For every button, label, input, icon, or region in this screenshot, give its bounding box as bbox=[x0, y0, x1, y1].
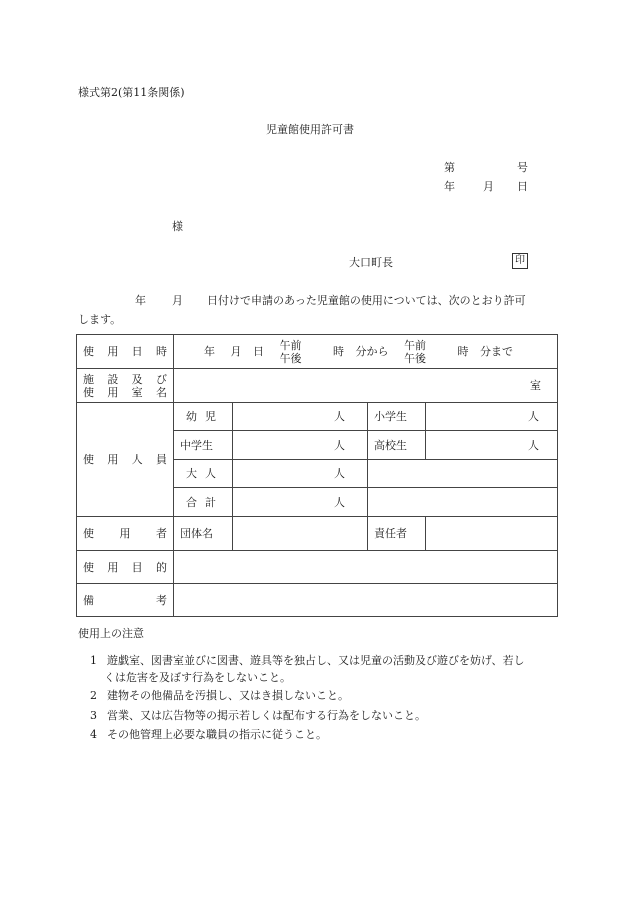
manager-field[interactable] bbox=[426, 517, 558, 551]
total-label: 合計 bbox=[174, 488, 233, 517]
infant-label: 幼児 bbox=[174, 403, 233, 431]
issue-date-year-label: 年 bbox=[444, 180, 455, 193]
end-minute-until: 分まで bbox=[480, 344, 513, 358]
facility-row bbox=[77, 369, 558, 403]
document-number-prefix: 第 bbox=[444, 161, 455, 174]
purpose-field[interactable] bbox=[174, 551, 558, 584]
document-number-suffix: 号 bbox=[517, 161, 528, 174]
usage-notes-heading: 使用上の注意 bbox=[78, 627, 144, 640]
intro-year-label: 年 bbox=[135, 294, 146, 307]
count-unit: 人 bbox=[334, 410, 345, 423]
users-row-infant bbox=[77, 403, 558, 431]
group-name-label: 団体名 bbox=[174, 517, 233, 551]
note-text: 建物その他備品を汚損し、又はき損しないこと。 bbox=[107, 689, 349, 702]
remarks-row bbox=[77, 584, 558, 617]
note-number: 3 bbox=[90, 709, 97, 722]
intro-text: 日付けで申請のあった児童館の使用については、次のとおり許可 bbox=[207, 294, 526, 307]
facility-label: 施設及び 使用室名 bbox=[77, 369, 174, 403]
note-text: 営業、又は広告物等の掲示若しくは配布する行為をしないこと。 bbox=[107, 709, 426, 722]
note-item-4 bbox=[90, 728, 327, 741]
note-number: 2 bbox=[90, 689, 97, 702]
adult-label: 大人 bbox=[174, 460, 233, 488]
total-empty-cell bbox=[368, 488, 558, 517]
issuer-name: 大口町長 bbox=[349, 256, 393, 269]
start-hour: 時 bbox=[333, 344, 344, 358]
start-minute-from: 分から bbox=[355, 344, 389, 358]
note-item-2 bbox=[90, 689, 349, 702]
issue-date-day-label: 日 bbox=[517, 180, 528, 193]
adult-empty-cell bbox=[368, 460, 558, 488]
note-item-1 bbox=[90, 654, 525, 667]
facility-room-field[interactable] bbox=[174, 369, 558, 403]
elementary-count-field[interactable] bbox=[426, 403, 558, 431]
start-ampm: 午前 午後 bbox=[279, 338, 302, 365]
room-unit: 室 bbox=[530, 379, 541, 392]
purpose-row bbox=[77, 551, 558, 584]
end-hour: 時 bbox=[457, 344, 469, 358]
form-number-label: 様式第2(第11条関係) bbox=[78, 86, 185, 99]
group-name-field[interactable] bbox=[233, 517, 368, 551]
end-ampm: 午前 午後 bbox=[404, 338, 426, 365]
count-unit: 人 bbox=[334, 438, 345, 452]
seal-mark: 印 bbox=[512, 253, 528, 269]
manager-label: 責任者 bbox=[368, 517, 426, 551]
infant-count-field[interactable] bbox=[233, 403, 368, 431]
adult-count-field[interactable] bbox=[233, 460, 368, 488]
middle-school-label: 中学生 bbox=[174, 431, 233, 460]
middle-school-count-field[interactable] bbox=[233, 431, 368, 460]
datetime-day: 日 bbox=[253, 344, 264, 358]
applicant-row bbox=[77, 517, 558, 551]
issue-date-month-label: 月 bbox=[483, 180, 494, 193]
addressee-honorific: 様 bbox=[172, 220, 183, 233]
note-item-3 bbox=[90, 709, 426, 722]
note-item-1-continued: くは危害を及ぼす行為をしないこと。 bbox=[104, 671, 291, 684]
count-unit: 人 bbox=[334, 495, 345, 509]
count-unit: 人 bbox=[528, 438, 539, 452]
usage-datetime-row bbox=[77, 335, 558, 369]
count-unit: 人 bbox=[528, 410, 539, 423]
datetime-month: 月 bbox=[230, 344, 242, 358]
high-school-label: 高校生 bbox=[368, 431, 426, 460]
count-unit: 人 bbox=[334, 467, 345, 480]
usage-datetime-field[interactable] bbox=[174, 335, 558, 369]
document-title: 児童館使用許可書 bbox=[266, 123, 354, 136]
total-count-field[interactable] bbox=[233, 488, 368, 517]
high-school-count-field[interactable] bbox=[426, 431, 558, 460]
note-number: 1 bbox=[90, 654, 97, 667]
remarks-label: 備考 bbox=[77, 584, 174, 617]
usage-datetime-label: 使用日時 bbox=[77, 335, 174, 369]
purpose-label: 使用目的 bbox=[77, 551, 174, 584]
note-number: 4 bbox=[90, 728, 97, 741]
permit-table bbox=[76, 334, 558, 617]
applicant-label: 使用者 bbox=[77, 517, 174, 551]
datetime-year: 年 bbox=[204, 344, 215, 358]
users-label: 使用人員 bbox=[77, 403, 174, 517]
note-text: 遊戯室、図書室並びに図書、遊具等を独占し、又は児童の活動及び遊びを妨げ、若し bbox=[107, 654, 525, 667]
intro-month-label: 月 bbox=[172, 294, 183, 307]
elementary-label: 小学生 bbox=[368, 403, 426, 431]
note-text: その他管理上必要な職員の指示に従うこと。 bbox=[107, 728, 327, 741]
remarks-field[interactable] bbox=[174, 584, 558, 617]
intro-text-continued: します。 bbox=[78, 313, 122, 326]
